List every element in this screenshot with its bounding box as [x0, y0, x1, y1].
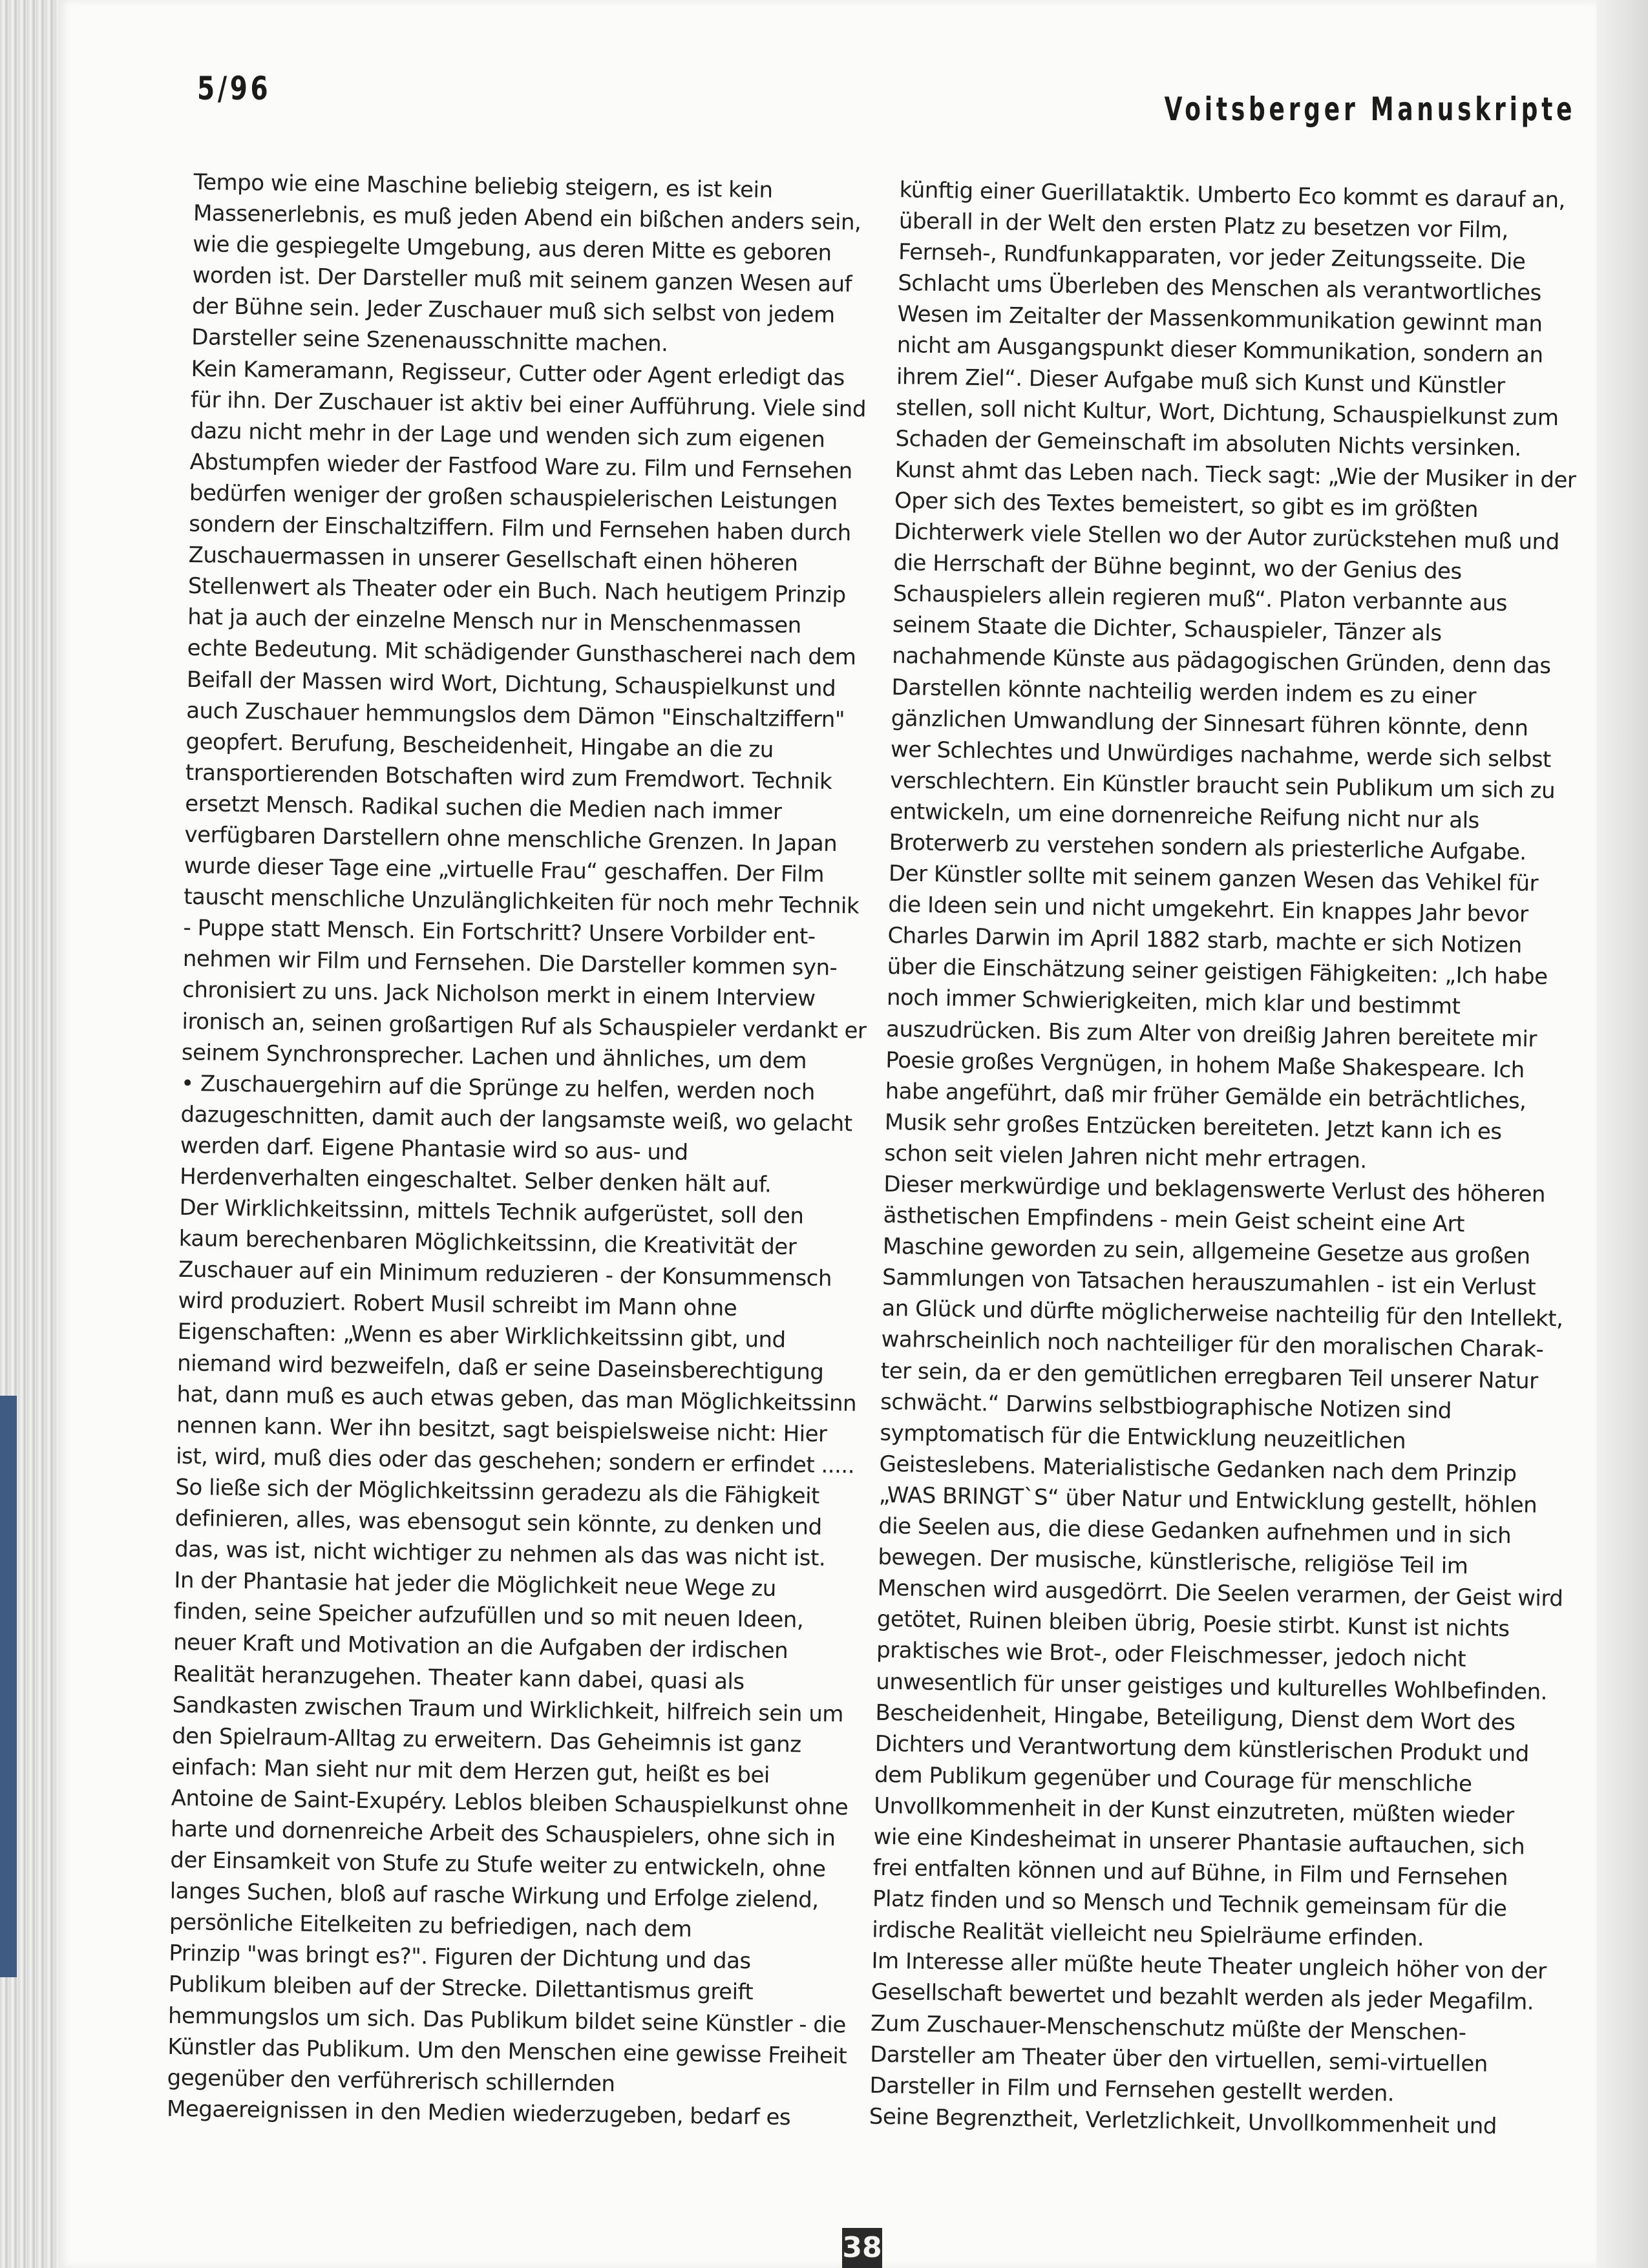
text-line: Seine Begrenztheit, Verletzlichkeit, Unvollkommenheit und [869, 2103, 1497, 2139]
text-line: Kein Kameramann, Regisseur, Cutter oder Agent erledigt das [191, 355, 845, 391]
text-line: getötet, Ruinen bleiben übrig, Poesie stirbt. Kunst ist nichts [876, 1606, 1510, 1643]
text-line: nennen kann. Wer ihn besitzt, sagt beispielsweise nicht: Hier [176, 1412, 827, 1447]
text-line: Schauspielers allein regieren muß“. Platon verbannte aus [893, 581, 1508, 617]
text-line: Kunst ahmt das Leben nach. Tieck sagt: „Wie der Musiker in der [894, 456, 1576, 494]
text-line: seinem Synchronsprecher. Lachen und ähnliches, um dem [181, 1039, 807, 1074]
text-line: Dieser merkwürdige und beklagenswerte Verlust des höheren [883, 1171, 1546, 1208]
text-line: gegenüber den verführerisch schillernden [167, 2064, 615, 2097]
text-line: frei entfalten können und auf Bühne, in Film und Fernsehen [872, 1854, 1508, 1891]
text-line: praktisches wie Brot-, oder Fleischmesser, jedoch nicht [876, 1637, 1466, 1673]
page-number: 38 [842, 2228, 882, 2268]
text-line: Sammlungen von Tatsachen herauszumahlen - ist ein Verlust [882, 1265, 1536, 1301]
text-line: Künstler das Publikum. Um den Menschen eine gewisse Freiheit [167, 2033, 847, 2070]
text-line: echte Bedeutung. Mit schädigender Gunsthascherei nach dem [187, 635, 856, 671]
text-line: Menschen wird ausgedörrt. Die Seelen verarmen, der Geist wird [877, 1575, 1563, 1612]
text-line: Zum Zuschauer-Menschenschutz müßte der Menschen- [870, 2010, 1466, 2046]
text-line: Der Künstler sollte mit seinem ganzen Wesen das Vehikel für [888, 860, 1539, 897]
text-line: niemand wird bezweifeln, daß er seine Daseinsberechtigung [176, 1350, 824, 1385]
text-line: für ihn. Der Zuschauer ist aktiv bei einer Aufführung. Viele sind [190, 386, 867, 423]
text-line: überall in der Welt den ersten Platz zu besetzen vor Film, [898, 208, 1509, 244]
text-line: symptomatisch für die Entwicklung neuzeitlichen [880, 1420, 1406, 1454]
text-line: sondern der Einschaltziffern. Film und Fernsehen haben durch [188, 510, 852, 547]
text-line: verfügbaren Darstellern ohne menschliche Grenzen. In Japan [184, 821, 838, 857]
text-line: Poesie großes Vergnügen, in hohem Maße Shakespeare. Ich [885, 1047, 1525, 1083]
text-line: die Ideen sein und nicht umgekehrt. Ein knappes Jahr bevor [887, 892, 1528, 928]
text-line: Stellenwert als Theater oder ein Buch. Nach heutigem Prinzip [187, 573, 846, 609]
text-line: So ließe sich der Möglichkeitssinn geradezu als die Fähigkeit [175, 1474, 820, 1509]
text-line: schwächt.“ Darwins selbstbiographische Notizen sind [880, 1389, 1452, 1424]
text-line: Darsteller am Theater über den virtuellen, semi-virtuellen [869, 2041, 1488, 2077]
text-line: stellen, soll nicht Kultur, Wort, Dichtung, Schauspielkunst zum [896, 394, 1559, 431]
text-line: unwesentlich für unser geistiges und kulturelles Wohlbefinden. [876, 1668, 1548, 1705]
left-text-column [166, 167, 867, 2134]
text-line: tauscht menschliche Unzulänglichkeiten für noch mehr Technik [183, 884, 860, 919]
text-line: Darsteller in Film und Fernsehen gestellt werden. [869, 2072, 1395, 2107]
text-line: Dichterwerk viele Stellen wo der Autor zurückstehen muß und [893, 518, 1560, 556]
text-line: Tempo wie eine Maschine beliebig steigern, es ist kein [193, 169, 773, 204]
text-line: gänzlichen Umwandlung der Sinnesart führen könnte, denn [891, 705, 1528, 741]
text-line: dem Publikum gegenüber und Courage für menschliche [874, 1761, 1472, 1797]
text-line: Schaden der Gemeinschaft im absoluten Nichts versinken. [895, 425, 1522, 461]
text-line: die Herrschaft der Bühne beginnt, wo der Genius des [893, 550, 1462, 585]
text-line: ästhetischen Empfindens - mein Geist scheint eine Art [883, 1202, 1465, 1238]
right-text-column [869, 174, 1576, 2143]
text-line: an Glück und dürfte möglicherweise nachteilig für den Intellekt, [882, 1296, 1563, 1332]
text-line: ter sein, da er den gemütlichen erregbaren Teil unserer Natur [880, 1358, 1538, 1394]
text-line: finden, seine Speicher aufzufüllen und so mit neuen Ideen, [173, 1599, 804, 1633]
text-line: Platz finden und so Mensch und Technik gemeinsam für die [872, 1885, 1507, 1922]
text-line: noch immer Schwierigkeiten, mich klar und bestimmt [886, 985, 1461, 1020]
blue-tab-marker [0, 1396, 17, 1977]
text-line: Wesen im Zeitalter der Massenkommunikation gewinnt man [897, 301, 1543, 338]
text-line: das, was ist, nicht wichtiger zu nehmen als das was nicht ist. [174, 1536, 826, 1571]
text-line: Publikum bleiben auf der Strecke. Dilettantismus greift [168, 1971, 754, 2006]
text-line: Broterwerb zu verstehen sondern als priesterliche Aufgabe. [889, 829, 1527, 866]
text-line: nicht am Ausgangspunkt dieser Kommunikation, sondern an [896, 332, 1543, 369]
text-line: Oper sich des Textes bemeistert, so gibt es im größten [894, 487, 1479, 523]
text-line: Bescheidenheit, Hingabe, Beteiligung, Dienst dem Wort des [875, 1699, 1516, 1736]
text-line: kaum berechenbaren Möglichkeitssinn, die Kreativität der [178, 1226, 797, 1261]
text-line: irdische Realität vielleicht neu Spielräume erfinden. [872, 1916, 1424, 1952]
text-line: verschlechtern. Ein Künstler braucht sein Publikum um sich zu [889, 767, 1556, 804]
text-line: Zuschauer auf ein Minimum reduzieren - der Konsummensch [178, 1257, 832, 1292]
text-line: hemmungslos um sich. Das Publikum bildet seine Künstler - die [167, 2002, 847, 2038]
text-line: neuer Kraft und Motivation an die Aufgaben der irdischen [173, 1630, 788, 1664]
text-line: wahrscheinlich noch nachteiliger für den moralischen Charak- [881, 1327, 1544, 1363]
text-line: transportierenden Botschaften wird zum Fremdwort. Technik [185, 759, 832, 795]
text-line: über die Einschätzung seiner geistigen Fähigkeiten: „Ich habe [887, 954, 1548, 991]
text-line: wird produziert. Robert Musil schreibt im Mann ohne [178, 1288, 737, 1322]
page-binding-shadow [1596, 0, 1648, 2268]
text-line: entwickeln, um eine dornenreiche Reifung nicht nur als [889, 798, 1480, 834]
text-line: auszudrücken. Bis zum Alter von dreißig Jahren bereitete mir [885, 1016, 1537, 1053]
text-line: schon seit vielen Jahren nicht mehr ertragen. [883, 1140, 1368, 1174]
text-line: Darsteller seine Szenenausschnitte machen. [191, 324, 668, 357]
text-line: ist, wird, muß dies oder das geschehen; sondern er erfindet ..... [175, 1443, 855, 1479]
text-line: einfach: Man sieht nur mit dem Herzen gut, heißt es bei [171, 1754, 770, 1789]
text-line: Unvollkommenheit in der Kunst einzutreten, müßten wieder [874, 1792, 1515, 1829]
text-line: dazugeschnitten, damit auch der langsamste weiß, wo gelacht [180, 1101, 852, 1137]
text-line: werden darf. Eigene Phantasie wird so aus- und [180, 1132, 688, 1166]
text-line: Maschine geworden zu sein, allgemeine Gesetze aus großen [882, 1233, 1530, 1270]
text-line: Geisteslebens. Materialistische Gedanken nach dem Prinzip [879, 1451, 1517, 1487]
text-line: ersetzt Mensch. Radikal suchen die Medien nach immer [184, 790, 782, 825]
text-line: Realität heranzugehen. Theater kann dabei, quasi als [173, 1661, 745, 1695]
text-line: ihrem Ziel“. Dieser Aufgabe muß sich Kunst und Künstler [896, 363, 1505, 399]
text-line: worden ist. Der Darsteller muß mit seinem ganzen Wesen auf [192, 262, 852, 298]
text-line: bedürfen weniger der großen schauspielerischen Leistungen [189, 479, 838, 515]
text-line: Schlacht ums Überleben des Menschen als verantwortliches [898, 270, 1542, 306]
text-line: Sandkasten zwischen Traum und Wirklichkeit, hilfreich sein um [172, 1692, 844, 1727]
text-line: Musik sehr großes Entzücken bereiteten. Jetzt kann ich es [884, 1109, 1502, 1145]
text-line: Antoine de Saint-Exupéry. Leblos bleiben Schauspielkunst ohne [171, 1785, 849, 1821]
text-line: der Einsamkeit von Stufe zu Stufe weiter zu entwickeln, ohne [170, 1847, 826, 1882]
text-line: • Zuschauergehirn auf die Sprünge zu helfen, werden noch [180, 1070, 816, 1106]
text-line: die Seelen aus, die diese Gedanken aufnehmen und in sich [878, 1513, 1512, 1549]
journal-title: Voitsberger Manuskripte [1164, 90, 1576, 128]
text-line: künftig einer Guerillataktik. Umberto Eco kommt es darauf an, [899, 176, 1566, 214]
text-line: Gesellschaft bewertet und bezahlt werden als jeder Megafilm. [871, 1979, 1534, 2016]
text-line: Megaereignissen in den Medien wiederzugeben, bedarf es [166, 2095, 791, 2130]
text-line: harte und dornenreiche Arbeit des Schauspielers, ohne sich in [170, 1816, 836, 1852]
text-line: Eigenschaften: „Wenn es aber Wirklichkeitssinn gibt, und [177, 1319, 786, 1354]
text-line: habe angeführt, daß mir früher Gemälde ein beträchtliches, [885, 1078, 1527, 1115]
text-line: nehmen wir Film und Fernsehen. Die Darsteller kommen syn- [182, 946, 838, 982]
text-line: Massenerlebnis, es muß jeden Abend ein bißchen anders sein, [193, 200, 861, 236]
text-line: hat, dann muß es auch etwas geben, das man Möglichkeitssinn [176, 1381, 857, 1417]
text-line: seinem Staate die Dichter, Schauspieler, Tänzer als [892, 612, 1442, 647]
text-line: bewegen. Der musische, künstlerische, religiöse Teil im [878, 1544, 1468, 1580]
text-line: „WAS BRINGT`S“ über Natur und Entwicklung gestellt, höhlen [878, 1482, 1537, 1518]
text-line: Im Interesse aller müßte heute Theater ungleich höher von der [871, 1948, 1547, 1985]
text-line: ironisch an, seinen großartigen Ruf als Schauspieler verdankt er [182, 1008, 867, 1044]
text-line: Fernseh-, Rundfunkapparaten, vor jeder Zeitungsseite. Die [898, 239, 1526, 275]
text-line: auch Zuschauer hemmungslos dem Dämon "Einschaltziffern" [185, 697, 845, 733]
text-line: geopfert. Berufung, Bescheidenheit, Hingabe an die zu [185, 728, 774, 763]
text-line: der Bühne sein. Jeder Zuschauer muß sich selbst von jedem [191, 293, 835, 329]
text-line: nachahmende Künste aus pädagogischen Gründen, denn das [891, 643, 1551, 680]
text-line: Beifall der Massen wird Wort, Dichtung, Schauspielkunst und [186, 666, 836, 702]
text-line: wie die gespiegelte Umgebung, aus deren Mitte es geboren [193, 231, 832, 266]
text-line: den Spielraum-Alltag zu erweitern. Das Geheimnis ist ganz [171, 1723, 801, 1758]
text-line: langes Suchen, bloß auf rasche Wirkung und Erfolge zielend, [169, 1878, 819, 1913]
text-line: chronisiert zu uns. Jack Nicholson merkt in einem Interview [182, 977, 816, 1012]
issue-number: 5/96 [197, 70, 271, 107]
text-line: dazu nicht mehr in der Lage und wenden sich zum eigenen [190, 417, 825, 453]
text-line: definieren, alles, was ebensogut sein könnte, zu denken und [174, 1505, 822, 1540]
text-line: In der Phantasie hat jeder die Möglichkeit neue Wege zu [174, 1568, 777, 1602]
text-line: Abstumpfen wieder der Fastfood Ware zu. Film und Fernsehen [189, 448, 853, 485]
text-line: Dichters und Verantwortung dem künstlerischen Produkt und [874, 1730, 1530, 1767]
text-line: Herdenverhalten eingeschaltet. Selber denken hält auf. [179, 1163, 772, 1198]
text-line: persönliche Eitelkeiten zu befriedigen, nach dem [169, 1909, 692, 1943]
text-line: wurde dieser Tage eine „virtuelle Frau“ geschaffen. Der Film [184, 852, 825, 888]
text-line: hat ja auch der einzelne Mensch nur in Menschenmassen [187, 604, 802, 639]
text-line: Zuschauermassen in unserer Gesellschaft einen höheren [188, 542, 798, 577]
text-line: - Puppe statt Mensch. Ein Fortschritt? Unsere Vorbilder ent- [183, 915, 816, 950]
text-line: Charles Darwin im April 1882 starb, machte er sich Notizen [887, 923, 1523, 959]
text-line: wie eine Kindesheimat in unserer Phantasie auftauchen, sich [873, 1823, 1525, 1860]
text-line: Darstellen könnte nachteilig werden indem es zu einer [891, 674, 1477, 709]
text-line: wer Schlechtes und Unwürdiges nachahme, werde sich selbst [890, 736, 1552, 773]
text-line: Der Wirklichkeitssinn, mittels Technik aufgerüstet, soll den [179, 1194, 804, 1230]
text-line: Prinzip "was bringt es?". Figuren der Dichtung und das [169, 1940, 751, 1975]
